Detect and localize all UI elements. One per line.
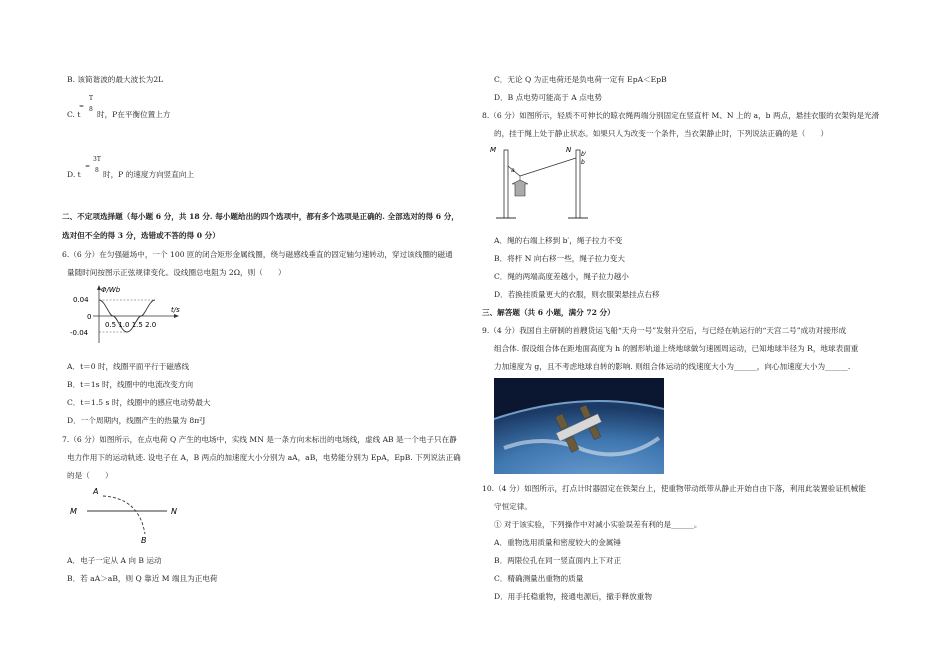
q10-stem-line2: 守恒定律。 [494,502,532,511]
q10-option-b: B．两限位孔在同一竖直面内上下对正 [494,556,622,565]
q8-label-a: a [511,167,515,174]
q7-option-d: D．B 点电势可能高于 A 点电势 [494,93,602,102]
q6-option-a: A．t＝0 时，线圈平面平行于磁感线 [67,362,190,371]
q7-option-a: A．电子一定从 A 向 B 运动 [67,556,162,565]
q10-option-a: A．重物选用质量和密度较大的金属锤 [494,538,621,547]
q6-x-ticks: 0.5 1.0 1.5 2.0 [105,321,157,329]
q6-option-d: D．一个周期内，线圈产生的热量为 8π²J [67,416,206,425]
q6-ylabel: Φ/Wb [101,286,121,294]
q7-stem-line1: 7.（6 分）如图所示，在点电荷 Q 产生的电场中，实线 MN 是一条方向未标出的电场线，虚线 AB 是一个电子只在静 [62,435,457,444]
q5-c-equals: = [79,103,85,110]
section2-heading-line2: 选对但不全的得 3 分，选错或不答的得 0 分） [62,231,220,240]
q9-stem-line2: 组合体. 假设组合体在距地面高度为 h 的圆形轨道上绕地球做匀速圆周运动，已知地球半径为 R，地球表面重 [494,344,859,353]
q5-c-frac-num: T [89,95,94,102]
q5-d-prefix: D. t [67,170,81,179]
q7-option-c: C．无论 Q 为正电荷还是负电荷一定有 EpA＜EpB [494,75,667,84]
q5-d-suffix: 时，P 的速度方向竖直向上 [103,170,195,179]
q7-stem-line2: 电力作用下的运动轨迹. 设电子在 A，B 两点的加速度大小分别为 aA，aB，电势能分别为 EpA，EpB. 下列说法正确 [67,453,461,462]
q5-d-equals: = [85,163,91,170]
q10-stem-line1: 10.（4 分）如图所示，打点计时器固定在铁架台上，使重物带动纸带从静止开始自由下落，利用此装置验证机械能 [482,484,866,493]
q6-xlabel: t/s [171,306,180,314]
q8-label-b: b [581,159,585,166]
q6-option-b: B．t＝1s 时，线圈中的电流改变方向 [67,380,194,389]
q6-stem-line1: 6.（6 分）在匀强磁场中，一个 100 匝的闭合矩形金属线圈，绕与磁感线垂直的固定轴匀速转动，穿过该线圈的磁通 [62,250,453,259]
q8-option-b: B．将杆 N 向右移一些，绳子拉力变大 [494,254,625,263]
q6-x-arrow [174,314,179,318]
q10-option-c: C．精确测量出重物的质量 [494,574,584,583]
q8-option-a: A．绳的右端上移到 b′，绳子拉力不变 [494,236,623,245]
q5-d-frac-num: 3T [93,156,101,163]
section2-heading-line1: 二、不定项选择题（每小题 6 分，共 18 分. 每小题给出的四个选项中，都有多个选项是正确的. 全部选对的得 6 分， [62,212,459,221]
q9-stem-line3: 力加速度为 g，且不考虑地球自转的影响. 则组合体运动的线速度大小为______，向心加速度大小为______. [494,362,851,371]
q7-trajectory [103,496,145,534]
q7-option-b: B．若 aA＞aB，则 Q 靠近 M 端且为正电荷 [67,574,218,583]
q8-option-c: C．绳的两端高度差越小，绳子拉力越小 [494,272,629,281]
q8-pole-m [504,150,508,218]
q10-option-d: D．用手托稳重物，接通电源后，撤手释放重物 [494,592,652,601]
q5-option-b: B. 该简谐波的最大波长为2L [67,75,164,84]
q6-flux-graph [67,283,187,353]
q7-label-n: N [171,507,177,516]
q7-label-a: A [93,487,99,496]
q6-y-zero: 0 [87,313,92,321]
q5-c-suffix: 时，P在平衡位置上方 [97,110,171,119]
q7-label-m: M [70,507,77,516]
q8-stem-line2: 的，挂于绳上处于静止状态。如果只人为改变一个条件，当衣架静止时，下列说法正确的是（ ） [494,129,829,138]
q7-field-figure [67,484,207,544]
q6-stem-line2: 量随时间按图示正弦规律变化。设线圈总电阻为 2Ω，则（ ） [67,268,286,277]
q8-shirt-icon [512,176,528,196]
q8-label-m: M [490,146,497,154]
q5-c-prefix: C. t [67,110,81,119]
q9-spacecraft-photo [494,378,664,474]
q8-pole-n [576,150,580,218]
q8-rope-right [520,158,576,176]
q6-y-bottom: -0.04 [70,329,89,337]
q8-clothesline-figure [490,140,600,225]
q5-d-frac-den: 8 [95,167,99,174]
q8-label-n: N [566,146,572,154]
q9-stem-line1: 9.（4 分）我国自主研制的首艘货运飞船“天舟一号”发射升空后，与已经在轨运行的“天宫二号”成功对接形成 [482,326,847,335]
q6-option-c: C．t＝1.5 s 时，线圈中的感应电动势最大 [67,398,211,407]
q8-stem-line1: 8.（6 分）如图所示，轻质不可伸长的晾衣绳两端分别固定在竖直杆 M、N 上的 a，b 两点，悬挂衣服的衣架钩是光滑 [482,111,880,120]
q5-c-frac-den: 8 [89,106,93,113]
q7-stem-line3: 的是（ ） [67,471,113,480]
q7-label-b: B [141,536,147,544]
q8-label-bprime: b' [581,151,587,158]
q8-option-d: D．若换挂质量更大的衣服，则衣服架悬挂点右移 [494,290,660,299]
q10-subquestion: ① 对于该实验，下列操作中对减小实验误差有利的是______。 [494,520,702,529]
section3-heading: 三、解答题（共 6 小题，满分 72 分） [482,308,615,317]
q6-y-top: 0.04 [73,296,89,304]
